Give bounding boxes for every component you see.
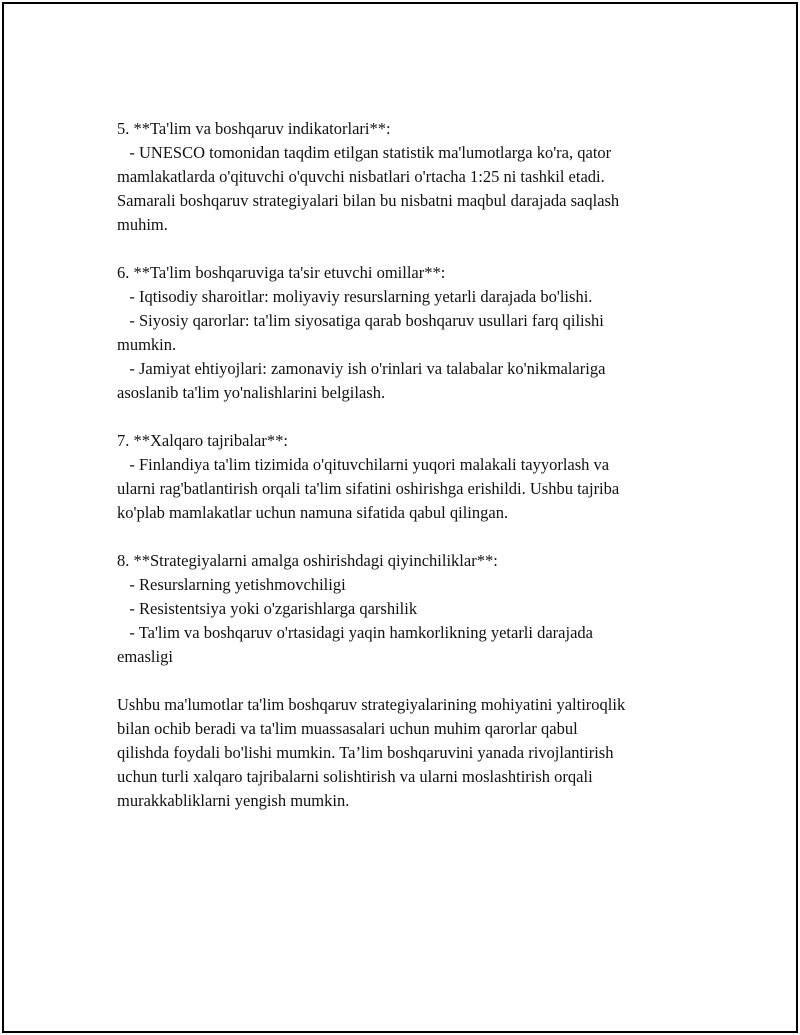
document-body bbox=[117, 117, 697, 813]
paragraph-line: bilan ochib beradi va ta'lim muassasalari uchun muhim qarorlar qabul bbox=[117, 719, 578, 738]
paragraph-line: mamlakatlarda o'qituvchi o'quvchi nisbatlari o'rtacha 1:25 ni tashkil etadi. bbox=[117, 167, 605, 186]
paragraph-line: muhim. bbox=[117, 215, 168, 234]
list-item-line: - Resistentsiya yoki o'zgarishlarga qarshilik bbox=[117, 599, 418, 618]
list-item-line: - Siyosiy qarorlar: ta'lim siyosatiga qarab boshqaruv usullari farq qilishi bbox=[117, 311, 604, 330]
section-5-indicators bbox=[117, 117, 697, 237]
list-item-line: - Iqtisodiy sharoitlar: moliyaviy resurslarning yetarli darajada bo'lishi. bbox=[117, 287, 593, 306]
list-item-line: ularni rag'batlantirish orqali ta'lim sifatini oshirishga erishildi. Ushbu tajriba bbox=[117, 479, 620, 498]
paragraph-line: murakkabliklarni yengish mumkin. bbox=[117, 791, 350, 810]
paragraph-line: - UNESCO tomonidan taqdim etilgan statistik ma'lumotlarga ko'ra, qator bbox=[117, 143, 612, 162]
paragraph-line: qilishda foydali bo'lishi mumkin. Ta’lim boshqaruvini yanada rivojlantirish bbox=[117, 743, 614, 762]
section-spacer bbox=[117, 669, 697, 693]
list-item-line: - Finlandiya ta'lim tizimida o'qituvchilarni yuqori malakali tayyorlash va bbox=[117, 455, 610, 474]
section-heading: 7. **Xalqaro tajribalar**: bbox=[117, 431, 288, 450]
section-spacer bbox=[117, 237, 697, 261]
paragraph-line: Samarali boshqaruv strategiyalari bilan bu nisbatni maqbul darajada saqlash bbox=[117, 191, 620, 210]
section-6-factors bbox=[117, 261, 697, 405]
section-spacer bbox=[117, 405, 697, 429]
list-item-line: emasligi bbox=[117, 647, 173, 666]
paragraph-line: uchun turli xalqaro tajribalarni solishtirish va ularni moslashtirish orqali bbox=[117, 767, 593, 786]
section-7-international bbox=[117, 429, 697, 525]
section-8-challenges bbox=[117, 549, 697, 669]
list-item-line: - Resurslarning yetishmovchiligi bbox=[117, 575, 346, 594]
section-heading: 8. **Strategiyalarni amalga oshirishdagi qiyinchiliklar**: bbox=[117, 551, 498, 570]
list-item-line: mumkin. bbox=[117, 335, 177, 354]
list-item-line: asoslanib ta'lim yo'nalishlarini belgilash. bbox=[117, 383, 386, 402]
section-spacer bbox=[117, 525, 697, 549]
paragraph-line: Ushbu ma'lumotlar ta'lim boshqaruv strategiyalarining mohiyatini yaltiroqlik bbox=[117, 695, 626, 714]
conclusion-paragraph bbox=[117, 693, 697, 813]
list-item-line: - Ta'lim va boshqaruv o'rtasidagi yaqin hamkorlikning yetarli darajada bbox=[117, 623, 593, 642]
section-heading: 5. **Ta'lim va boshqaruv indikatorlari**: bbox=[117, 119, 391, 138]
section-heading: 6. **Ta'lim boshqaruviga ta'sir etuvchi omillar**: bbox=[117, 263, 446, 282]
list-item-line: ko'plab mamlakatlar uchun namuna sifatida qabul qilingan. bbox=[117, 503, 509, 522]
list-item-line: - Jamiyat ehtiyojlari: zamonaviy ish o'rinlari va talabalar ko'nikmalariga bbox=[117, 359, 606, 378]
